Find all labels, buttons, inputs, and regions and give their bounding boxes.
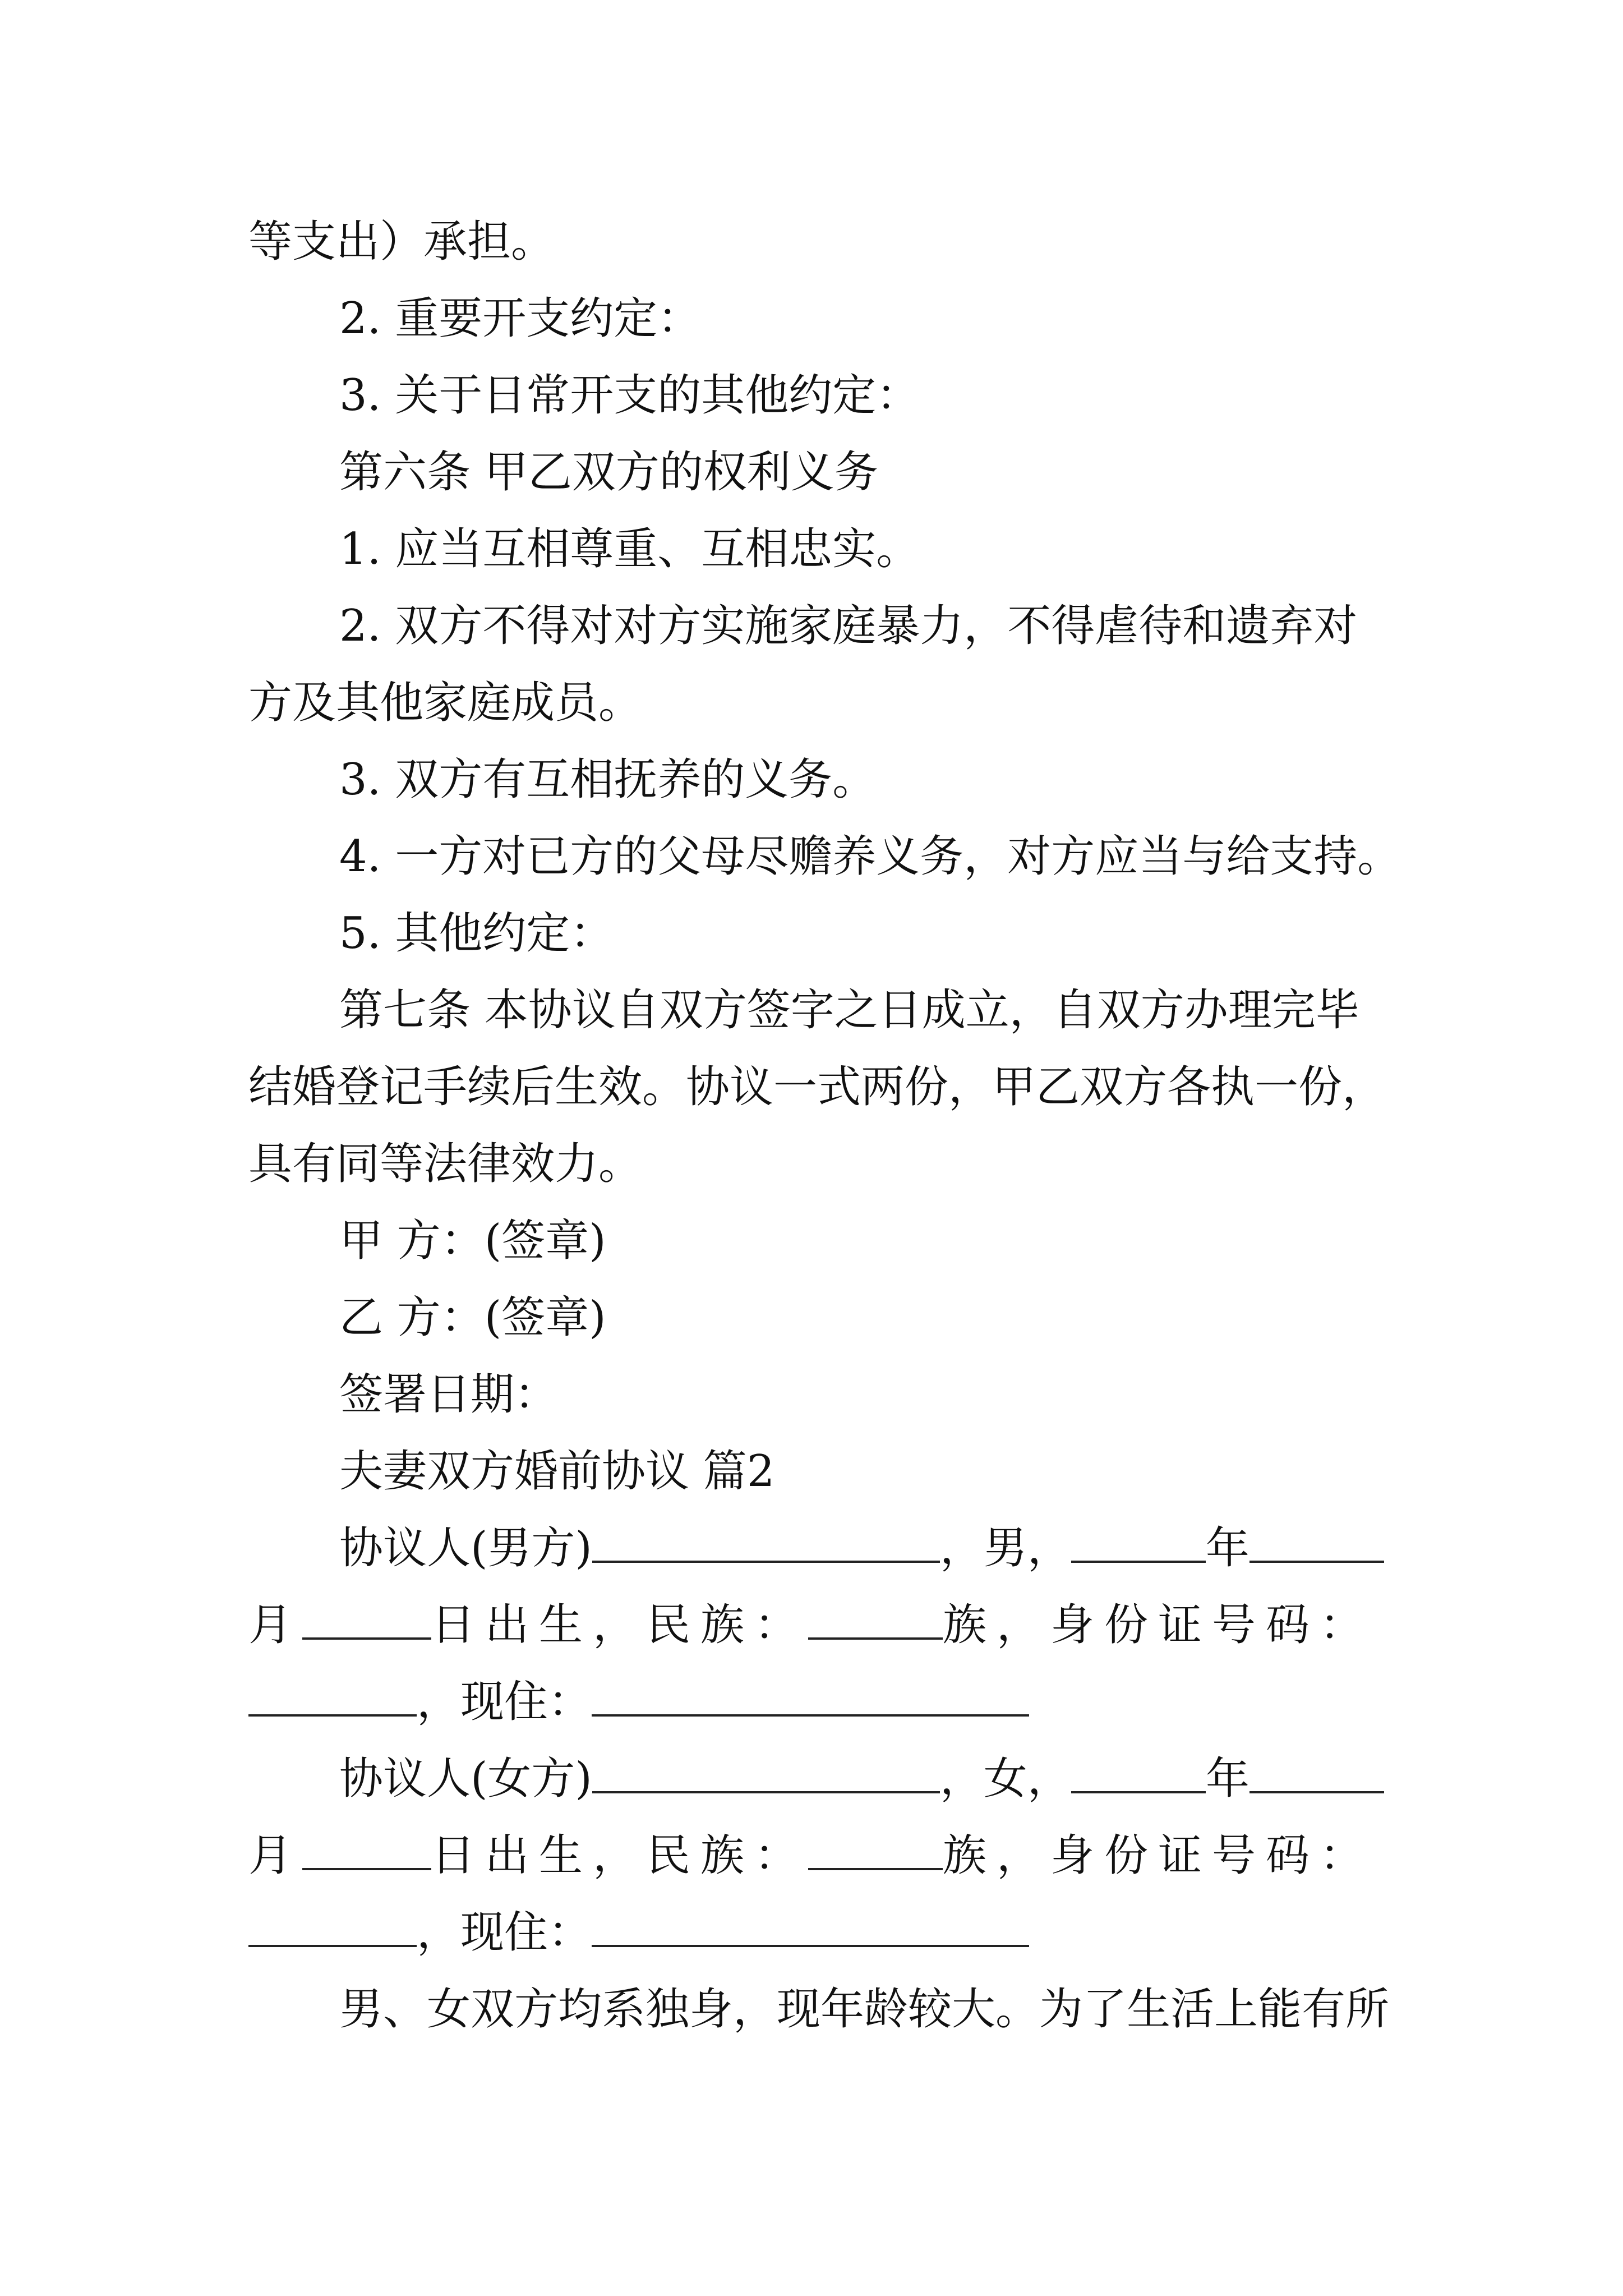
id-number-blank[interactable] (248, 1906, 417, 1947)
month-text: 月 (248, 1830, 303, 1881)
year-text: 年 (1205, 1754, 1249, 1804)
text-line: 等支出）承担。 (248, 217, 555, 267)
female-party-line-1 (248, 1741, 1404, 1818)
text-line: 4. 一方对已方的父母尽赡养义务，对方应当与给支持。 (339, 831, 1401, 882)
address-blank[interactable] (592, 1906, 1029, 1947)
month-text: 月 (248, 1600, 303, 1650)
signing-date-line: 签署日期： (339, 1369, 559, 1420)
nationality-blank[interactable] (808, 1598, 943, 1640)
address-blank[interactable] (592, 1675, 1029, 1717)
text-line: 5. 其他约定： (339, 908, 614, 959)
male-party-line-2 (248, 1587, 1404, 1664)
section-heading: 第七条 本协议自双方签字之日成立，自双方办理完毕 (339, 985, 1359, 1036)
birth-month-blank[interactable] (1249, 1752, 1384, 1793)
born-text: 日出生，民族： (431, 1830, 809, 1881)
birth-day-blank[interactable] (302, 1829, 431, 1870)
text-line: 结婚登记手续后生效。协议一式两份，甲乙双方各执一份， (248, 1062, 1386, 1112)
document-body (248, 204, 1404, 2048)
birth-year-blank[interactable] (1071, 1521, 1206, 1563)
born-text: 日出生，民族： (431, 1600, 809, 1650)
female-party-line-2 (248, 1818, 1404, 1894)
male-party-label: 协议人(男方) (339, 1523, 592, 1573)
female-party-line-3 (248, 1894, 1404, 1971)
text-line: 3. 关于日常开支的其他约定： (339, 370, 920, 421)
nation-suffix-text: 族，身份证号码： (943, 1830, 1374, 1881)
text-line: 方及其他家庭成员。 (248, 678, 643, 728)
text-line: 具有同等法律效力。 (248, 1139, 643, 1189)
signature-line-party-b: 乙 方：(签章) (339, 1292, 606, 1343)
birth-month-blank[interactable] (1249, 1521, 1384, 1563)
birth-year-blank[interactable] (1071, 1752, 1206, 1793)
gender-text: ，男， (939, 1523, 1071, 1573)
birth-day-blank[interactable] (302, 1598, 431, 1640)
female-party-label: 协议人(女方) (339, 1754, 592, 1804)
text-line: 2. 双方不得对对方实施家庭暴力，不得虐待和遗弃对 (339, 601, 1358, 651)
text-line: 3. 双方有互相抚养的义务。 (339, 754, 877, 805)
nation-suffix-text: 族，身份证号码： (943, 1600, 1374, 1650)
text-line: 男、女双方均系独身，现年龄较大。为了生活上能有所 (339, 1984, 1390, 2035)
name-blank[interactable] (592, 1521, 940, 1563)
section-heading: 第六条 甲乙双方的权利义务 (339, 447, 878, 498)
year-text: 年 (1205, 1523, 1249, 1573)
residence-text: ，现住： (417, 1907, 592, 1958)
male-party-line-3 (248, 1664, 1404, 1741)
gender-text: ，女， (939, 1754, 1071, 1804)
male-party-line-1 (248, 1510, 1404, 1587)
text-line: 1. 应当互相尊重、互相忠实。 (339, 524, 920, 574)
name-blank[interactable] (592, 1752, 940, 1793)
residence-text: ，现住： (417, 1677, 592, 1727)
id-number-blank[interactable] (248, 1675, 417, 1717)
signature-line-party-a: 甲 方：(签章) (339, 1216, 606, 1266)
agreement-title: 夫妻双方婚前协议 篇2 (339, 1446, 775, 1497)
text-line: 2. 重要开支约定： (339, 293, 702, 344)
nationality-blank[interactable] (808, 1829, 943, 1870)
